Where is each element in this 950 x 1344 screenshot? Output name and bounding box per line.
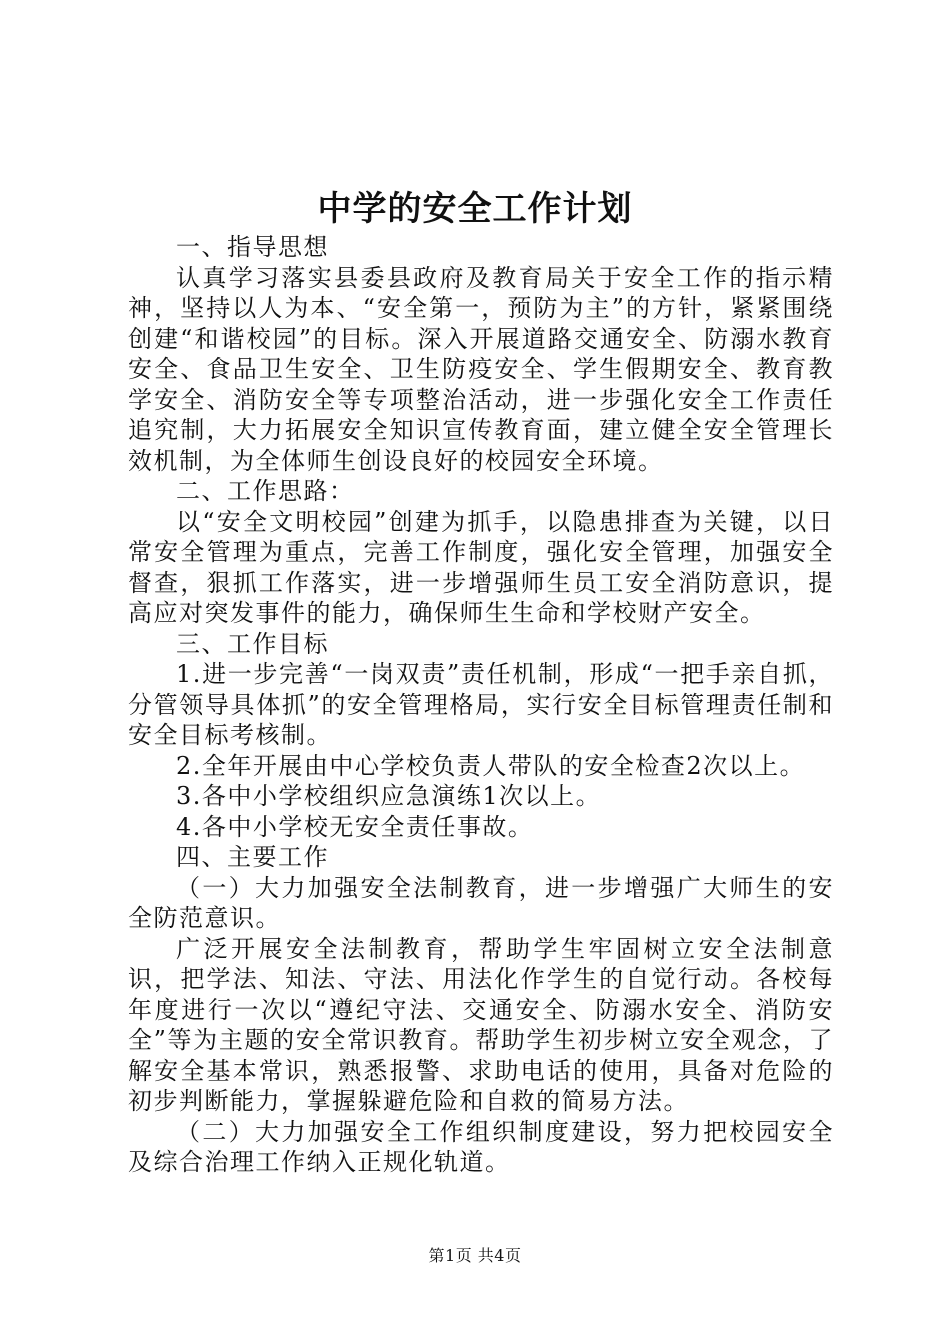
goal-item-4: 4.各中小学校无安全责任事故。 bbox=[176, 812, 534, 841]
document-title: 中学的安全工作计划 bbox=[317, 189, 633, 229]
paragraph-work-approach: 以“安全文明校园”创建为抓手，以隐患排查为关键，以日常安全管理为重点，完善工作制度，强化安全管理，加强安全督查，狠抓工作落实，进一步增强师生员工安全消防意识，提高应对突发事件的能力，确保师生生命和学校财产安全。 bbox=[128, 507, 834, 627]
subheading-system-building: （二）大力加强安全工作组织制度建设，努力把校园安全及综合治理工作纳入正规化轨道。 bbox=[128, 1117, 834, 1176]
goal-item-2: 2.全年开展由中心学校负责人带队的安全检查2次以上。 bbox=[176, 751, 806, 780]
section-heading-guiding-ideology: 一、指导思想 bbox=[176, 233, 329, 261]
section-heading-work-goals: 三、工作目标 bbox=[176, 629, 329, 658]
document-body bbox=[128, 232, 834, 1178]
paragraph-guiding-ideology: 认真学习落实县委县政府及教育局关于安全工作的指示精神，坚持以人为本、“安全第一，预防为主”的方针，紧紧围绕创建“和谐校园”的目标。深入开展道路交通安全、防溺水教育安全、食品卫生安全、卫生防疫安全、学生假期安全、教育教学安全、消防安全等专项整治活动，进一步强化安全工作责任追究制，大力拓展安全知识宣传教育面，建立健全安全管理长效机制，为全体师生创设良好的校园安全环境。 bbox=[128, 263, 834, 475]
goal-item-3: 3.各中小学校组织应急演练1次以上。 bbox=[176, 782, 602, 810]
section-heading-work-approach: 二、工作思路： bbox=[176, 477, 355, 505]
goal-item-1: 1.进一步完善“一岗双责”责任机制，形成“一把手亲自抓，分管领导具体抓”的安全管理格局，实行安全目标管理责任制和安全目标考核制。 bbox=[128, 660, 834, 749]
subheading-legal-education: （一）大力加强安全法制教育，进一步增强广大师生的安全防范意识。 bbox=[128, 873, 834, 932]
paragraph-legal-education: 广泛开展安全法制教育，帮助学生牢固树立安全法制意识，把学法、知法、守法、用法化作学生的自觉行动。各校每年度进行一次以“遵纪守法、交通安全、防溺水安全、消防安全”等为主题的安全常识教育。帮助学生初步树立安全观念，了解安全基本常识，熟悉报警、求助电话的使用，具备对危险的初步判断能力，掌握躲避危险和自救的简易方法。 bbox=[128, 934, 834, 1115]
section-heading-main-work: 四、主要工作 bbox=[176, 843, 329, 871]
page-footer: 第1页 共4页 bbox=[428, 1246, 522, 1265]
